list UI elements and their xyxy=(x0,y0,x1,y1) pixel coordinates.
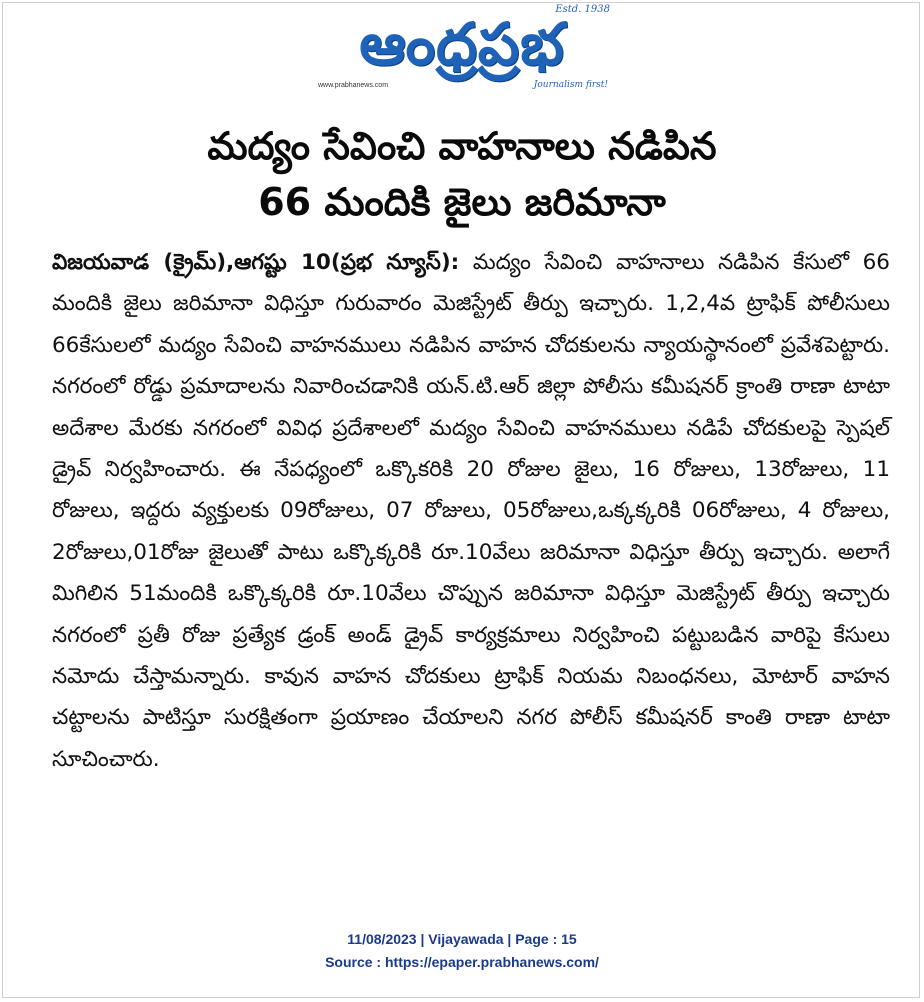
established-year: Estd. 1938 xyxy=(555,4,610,15)
article-body xyxy=(52,242,890,780)
headline-line-2: 66 మందికి జైలు జరిమానా xyxy=(258,180,666,224)
footer-edition-info: 11/08/2023 | Vijayawada | Page : 15 xyxy=(347,931,577,947)
tagline: Journalism first! xyxy=(533,80,608,90)
footer-source: Source : https://epaper.prabhanews.com/ xyxy=(325,954,599,970)
newspaper-logo: ఆంధ్రప్రభ xyxy=(359,10,565,78)
site-url: www.prabhanews.com xyxy=(318,82,389,89)
article-text: మద్యం సేవించి వాహనాలు నడిపిన కేసులో 66 మందికి జైలు జరిమానా విధిస్తూ గురువారం మెజిస్ట్రేట్ తీర్పు ఇచ్చారు. 1,2,4వ ట్రాఫిక్ పోలీసులు 66కేసులలో మద్యం సేవించి వాహనములు నడిపిన వాహన చోదకులను న్యాయస్థానంలో ప్రవేశపెట్టారు. నగరంలో రోడ్డు ప్రమాదాలను నివారించడానికి యన్.టి.ఆర్ జిల్లా పోలీసు కమీషనర్ క్రాంతి రాణా టాటా అదేశాల మేరకు నగరంలో వివిధ ప్రదేశాలలో మద్యం సేవించి వాహనములు నడిపే చోదకులపై స్పెషల్ డ్రైవ్ నిర్వహించారు. ఈ నేపధ్యంలో ఒక్కొకరికి 20 రోజుల జైలు, 16 రోజులు, 13రోజులు, 11 రోజులు, ఇద్దరు వ్యక్తులకు 09రోజులు, 07 రోజులు, 05రోజులు,ఒక్కక్కరికి 06రోజులు, 4 రోజులు, 2రోజులు,01రోజు జైలుతో పాటు ఒక్కొక్కరికి రూ.10వేలు జరిమానా విధిస్తూ తీర్పు ఇచ్చారు. అలాగే మిగిలిన 51మందికి ఒక్కొక్కరికి రూ.10వేలు చొప్పున జరిమానా విధిస్తూ మెజిస్ట్రేట్ తీర్పు ఇచ్చారు నగరంలో ప్రతీ రోజు ప్రత్యేక డ్రంక్ అండ్ డ్రైవ్ కార్యక్రమాలు నిర్వహించి పట్టుబడిన వారిపై కేసులు నమోదు చేస్తామన్నారు. కావున వాహన చోదకులు ట్రాఫిక్ నియమ నిబంధనలు, మోటార్ వాహన చట్టాలను పాటిస్తూ సురక్షితంగా ప్రయాణం చేయాలని నగర పోలీస్ కమీషనర్ కాంతి రాణా టాటా సూచించారు. xyxy=(52,250,890,772)
masthead xyxy=(310,4,614,96)
article-dateline: విజయవాడ (క్రైమ్),ఆగష్టు 10(ప్రభ న్యూస్): xyxy=(52,250,460,275)
page-footer xyxy=(0,928,924,974)
article-headline xyxy=(40,118,884,230)
headline-line-1: మద్యం సేవించి వాహనాలు నడిపిన xyxy=(207,124,717,168)
